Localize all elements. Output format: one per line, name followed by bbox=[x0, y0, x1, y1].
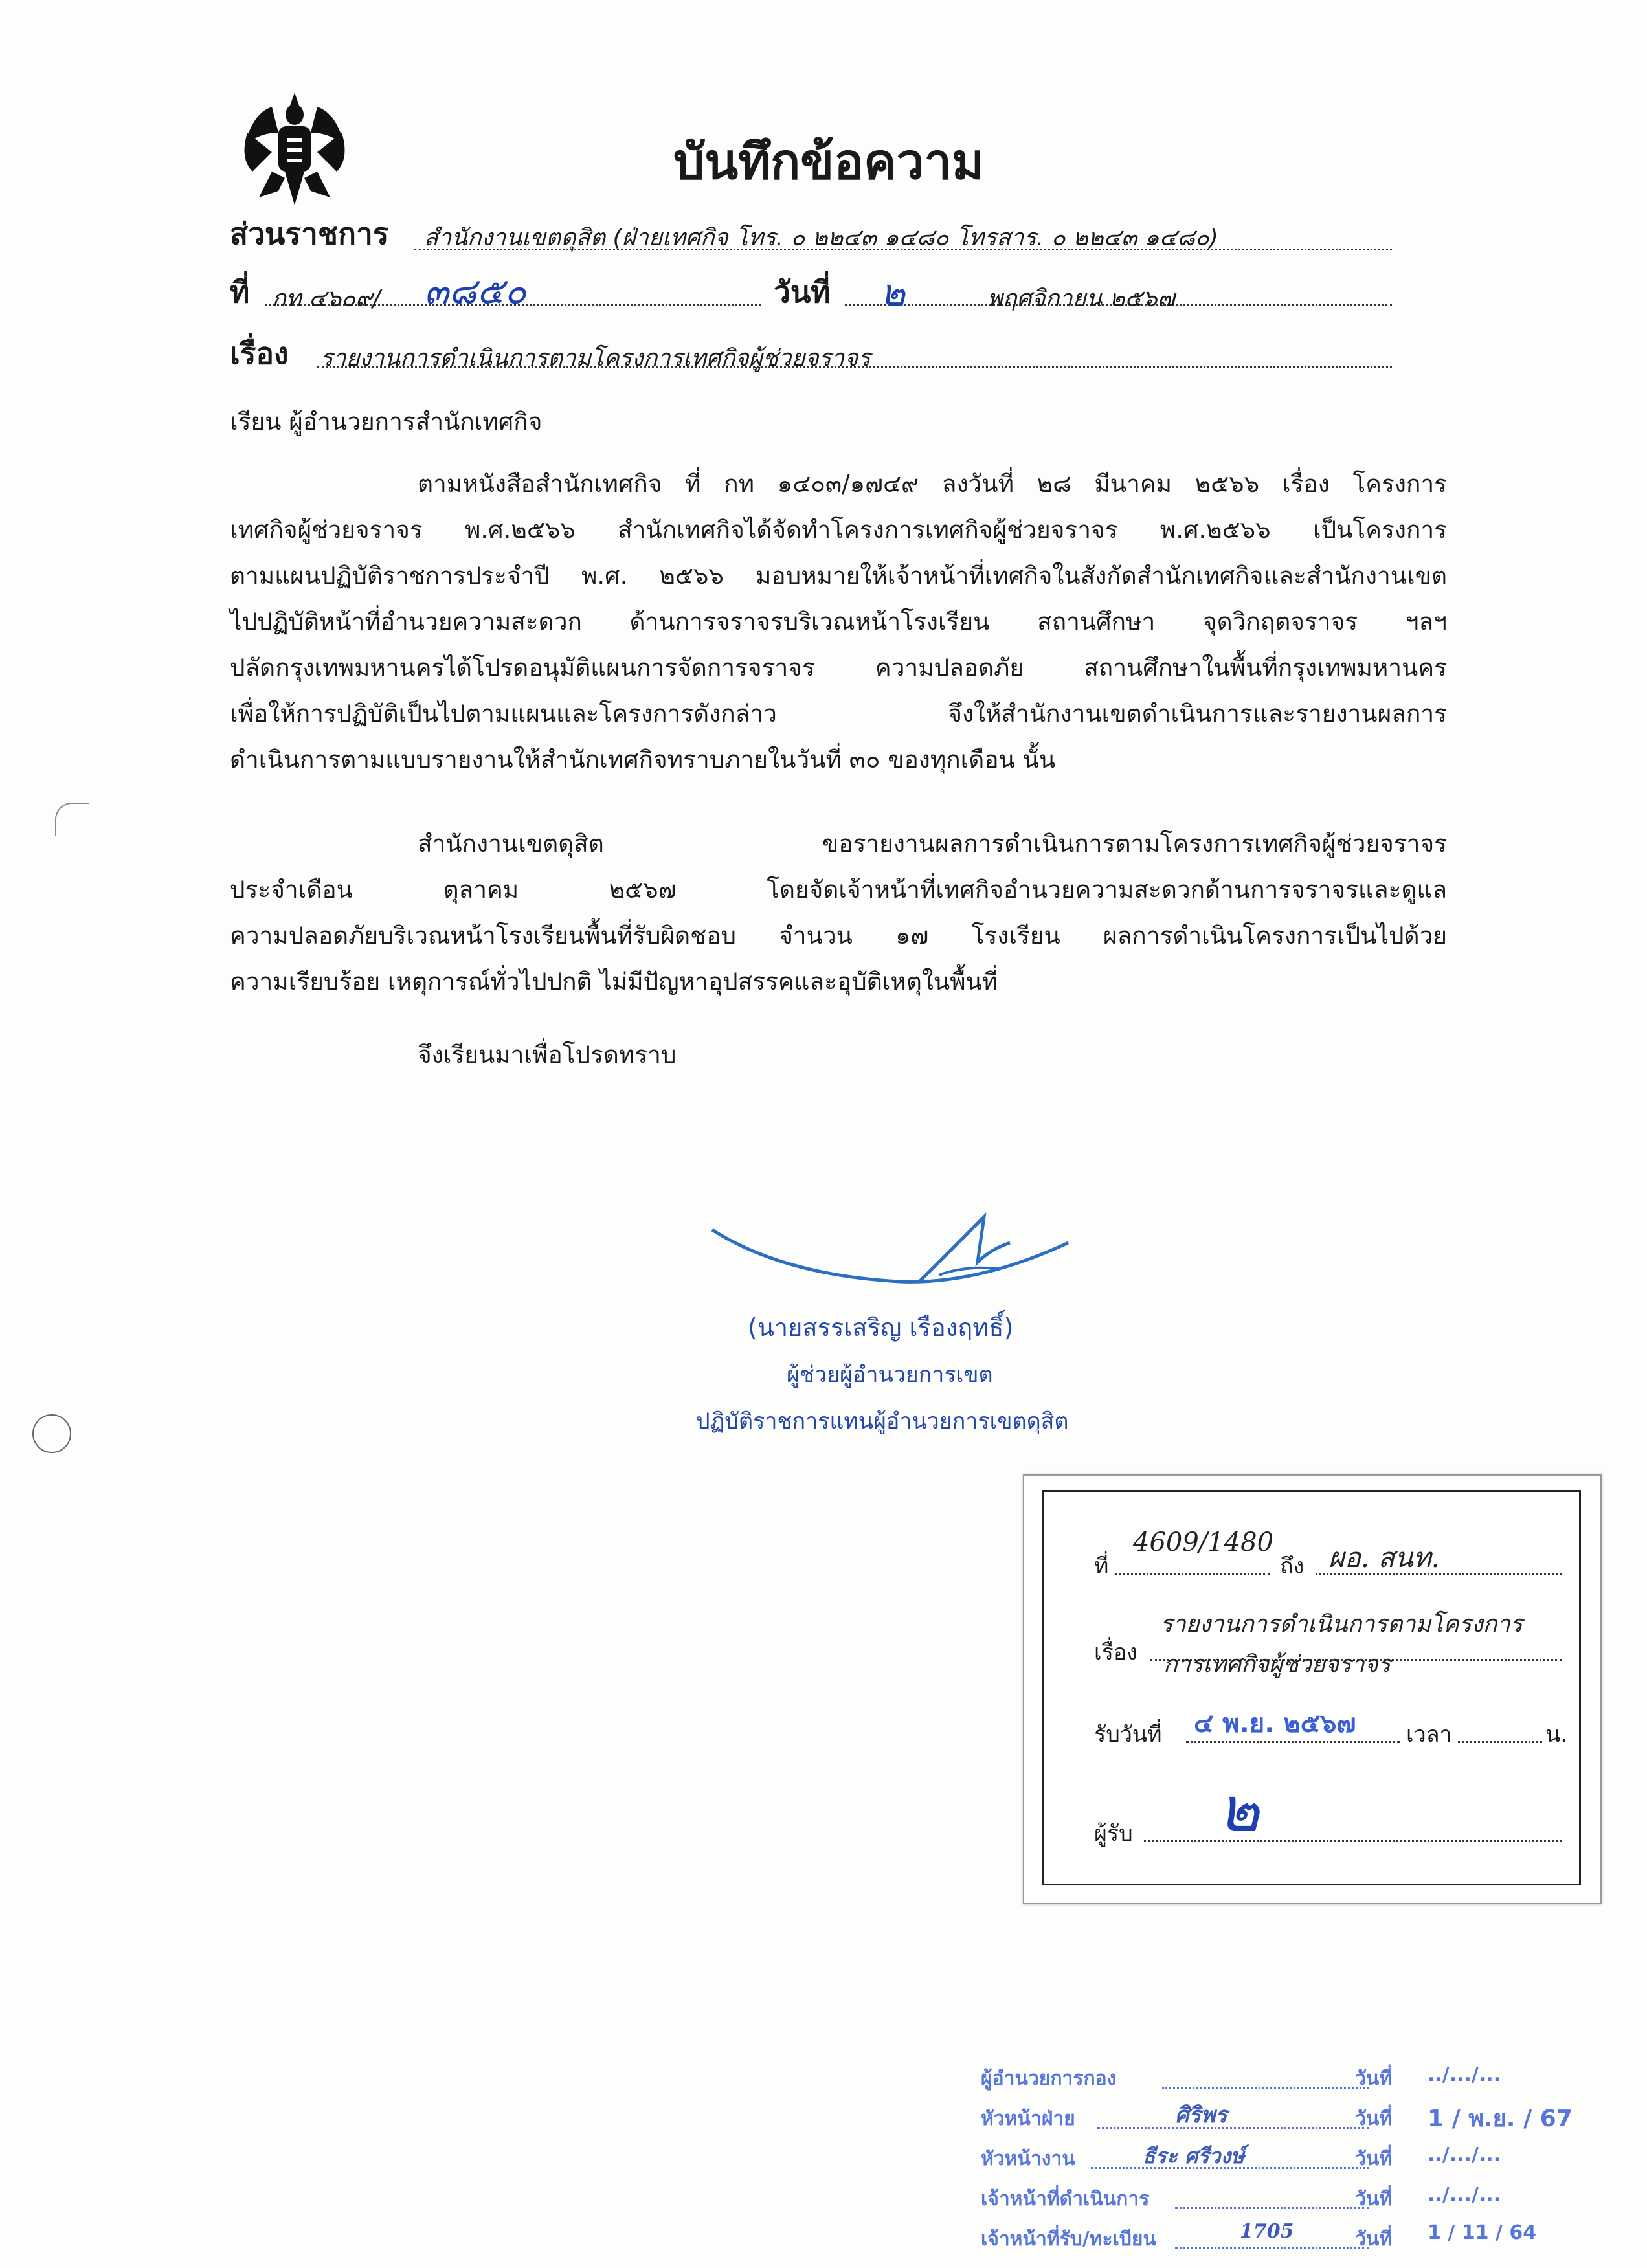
routing-row bbox=[981, 2137, 1589, 2176]
receipt-subject-label: เรื่อง bbox=[1094, 1640, 1137, 1665]
signature-scribble-icon bbox=[706, 1204, 1094, 1301]
dept-label: ส่วนราชการ bbox=[230, 216, 389, 251]
date-month-year: พฤศจิกายน ๒๕๖๗ bbox=[987, 285, 1175, 312]
receipt-ref-value: 4609/1480 bbox=[1133, 1528, 1274, 1557]
para1-line: เพื่อให้การปฏิบัติเป็นไปตามแผนและโครงการดังกล่าว จึงให้สำนักงานเขตดำเนินการและรายงานผลการ bbox=[230, 700, 1447, 728]
receipt-ref-label: ที่ bbox=[1094, 1553, 1109, 1579]
signatory-position-1: ผู้ช่วยผู้อำนวยการเขต bbox=[787, 1362, 993, 1388]
closing-line: จึงเรียนมาเพื่อโปรดทราบ bbox=[418, 1041, 677, 1069]
receipt-subject-line1: รายงานการดำเนินการตามโครงการ bbox=[1160, 1611, 1523, 1638]
paragraph-1 bbox=[230, 461, 1447, 783]
subject-label: เรื่อง bbox=[230, 336, 289, 371]
hole-punch-mark bbox=[32, 1414, 71, 1453]
receipt-ref-dots bbox=[1115, 1573, 1270, 1575]
ref-prefix: กท ๔๖๐๙/ bbox=[272, 285, 381, 312]
routing-stamp bbox=[981, 2057, 1589, 2264]
receipt-subject-line2: การเทศกิจผู้ช่วยจราจร bbox=[1163, 1651, 1391, 1678]
routing-row-date: 1 / 11 / 64 bbox=[1428, 2221, 1537, 2244]
routing-row-sign: ธีระ ศรีวงษ์ bbox=[1143, 2144, 1245, 2168]
routing-row bbox=[981, 2177, 1589, 2216]
routing-row bbox=[981, 2097, 1589, 2136]
routing-row-sign: ศิริพร bbox=[1175, 2102, 1227, 2128]
para2-line: ความปลอดภัยบริเวณหน้าโรงเรียนพื้นที่รับผิดชอบ จำนวน ๑๗ โรงเรียน ผลการดำเนินโครงการเป็นไปด้วย bbox=[230, 922, 1447, 950]
dept-value: สำนักงานเขตดุสิต (ฝ่ายเทศกิจ โทร. ๐ ๒๒๔๓ ๑๔๘๐ โทรสาร. ๐ ๒๒๔๓ ๑๔๘๐) bbox=[424, 225, 1218, 251]
routing-row-label: เจ้าหน้าที่ดำเนินการ bbox=[981, 2188, 1150, 2210]
receipt-stamp bbox=[1023, 1474, 1602, 1904]
para1-line: ปลัดกรุงเทพมหานครได้โปรดอนุมัติแผนการจัดการจราจร ความปลอดภัย สถานศึกษาในพื้นที่กรุงเทพมหานคร bbox=[230, 654, 1447, 682]
subject-value: รายงานการดำเนินการตามโครงการเทศกิจผู้ช่วยจราจร bbox=[320, 345, 871, 372]
receipt-date-value: ๔ พ.ย. ๒๕๖๗ bbox=[1194, 1709, 1356, 1739]
routing-row-date-label: วันที่ bbox=[1355, 2228, 1393, 2251]
hole-punch-mark bbox=[55, 803, 89, 836]
para1-line: ตามหนังสือสำนักเทศกิจ ที่ กท ๑๔๐๓/๑๗๔๙ ลงวันที่ ๒๘ มีนาคม ๒๕๖๖ เรื่อง โครงการ bbox=[418, 470, 1447, 498]
routing-row-date-label: วันที่ bbox=[1355, 2188, 1393, 2210]
routing-row bbox=[981, 2057, 1589, 2096]
routing-row-sign: 1705 bbox=[1240, 2220, 1294, 2243]
para1-line: เทศกิจผู้ช่วยจราจร พ.ศ.๒๕๖๖ สำนักเทศกิจได้จัดทำโครงการเทศกิจผู้ช่วยจราจร พ.ศ.๒๕๖๖ เป็นโครงการ bbox=[230, 516, 1447, 544]
para1-line: ไปปฏิบัติหน้าที่อำนวยความสะดวก ด้านการจราจรบริเวณหน้าโรงเรียน สถานศึกษา จุดวิกฤตจราจร ฯลฯ bbox=[230, 608, 1447, 636]
salutation: เรียน ผู้อำนวยการสำนักเทศกิจ bbox=[230, 408, 543, 436]
para2-line: ความเรียบร้อย เหตุการณ์ทั่วไปปกติ ไม่มีปัญหาอุปสรรคและอุบัติเหตุในพื้นที่ bbox=[230, 968, 998, 995]
signatory-name: (นายสรรเสริญ เรืองฤทธิ์) bbox=[748, 1313, 1014, 1342]
ref-label: ที่ bbox=[230, 274, 250, 309]
receipt-time-unit: น. bbox=[1545, 1722, 1568, 1748]
routing-row bbox=[981, 2218, 1589, 2256]
receipt-receiver-dots bbox=[1144, 1840, 1562, 1842]
routing-row-label: หัวหน้าฝ่าย bbox=[981, 2107, 1075, 2130]
routing-row-date: ../.../... bbox=[1428, 2144, 1501, 2166]
signatory-position-2: ปฏิบัติราชการแทนผู้อำนวยการเขตดุสิต bbox=[696, 1408, 1069, 1434]
routing-row-date-label: วันที่ bbox=[1355, 2107, 1393, 2130]
routing-row-label: ผู้อำนวยการกอง bbox=[981, 2067, 1117, 2090]
receipt-date-label: รับวันที่ bbox=[1094, 1722, 1162, 1748]
receipt-to-value: ผอ. สนท. bbox=[1328, 1542, 1440, 1573]
routing-row-date: 1 / พ.ย. / 67 bbox=[1428, 2106, 1573, 2132]
routing-row-date-label: วันที่ bbox=[1355, 2148, 1393, 2170]
routing-row-date-label: วันที่ bbox=[1355, 2067, 1393, 2090]
ref-number-handwritten: ๓๘๕๐ bbox=[424, 271, 527, 313]
routing-row-date: ../.../... bbox=[1428, 2184, 1501, 2207]
para2-line: สำนักงานเขตดุสิต ขอรายงานผลการดำเนินการตามโครงการเทศกิจผู้ช่วยจราจร bbox=[418, 830, 1447, 858]
routing-row-label: หัวหน้างาน bbox=[981, 2148, 1075, 2170]
garuda-emblem-icon bbox=[233, 87, 356, 210]
receipt-time-dots bbox=[1458, 1741, 1542, 1743]
paragraph-2 bbox=[230, 821, 1447, 1005]
page-title: บันทึกข้อความ bbox=[673, 133, 985, 190]
receipt-time-label: เวลา bbox=[1406, 1722, 1452, 1748]
date-day-handwritten: ๒ bbox=[880, 271, 906, 315]
receipt-receiver-label: ผู้รับ bbox=[1094, 1821, 1133, 1847]
routing-row-label: เจ้าหน้าที่รับ/ทะเบียน bbox=[981, 2228, 1156, 2251]
routing-row-date: ../.../... bbox=[1428, 2063, 1501, 2086]
routing-row-dots bbox=[1175, 2207, 1369, 2209]
receipt-to-label: ถึง bbox=[1280, 1553, 1305, 1579]
para2-line: ประจำเดือน ตุลาคม ๒๕๖๗ โดยจัดเจ้าหน้าที่เทศกิจอำนวยความสะดวกด้านการจราจรและดูแล bbox=[230, 876, 1447, 904]
date-label: วันที่ bbox=[774, 274, 831, 309]
para1-line: ดำเนินการตามแบบรายงานให้สำนักเทศกิจทราบภายในวันที่ ๓๐ ของทุกเดือน นั้น bbox=[230, 746, 1056, 773]
routing-row-dots bbox=[1097, 2127, 1369, 2129]
routing-row-dots bbox=[1162, 2087, 1369, 2089]
receipt-receiver-value: ๒ bbox=[1218, 1773, 1260, 1846]
routing-row-dots bbox=[1175, 2247, 1369, 2249]
para1-line: ตามแผนปฏิบัติราชการประจำปี พ.ศ. ๒๕๖๖ มอบหมายให้เจ้าหน้าที่เทศกิจในสังกัดสำนักเทศกิจและสำนักงานเขต bbox=[230, 562, 1447, 590]
